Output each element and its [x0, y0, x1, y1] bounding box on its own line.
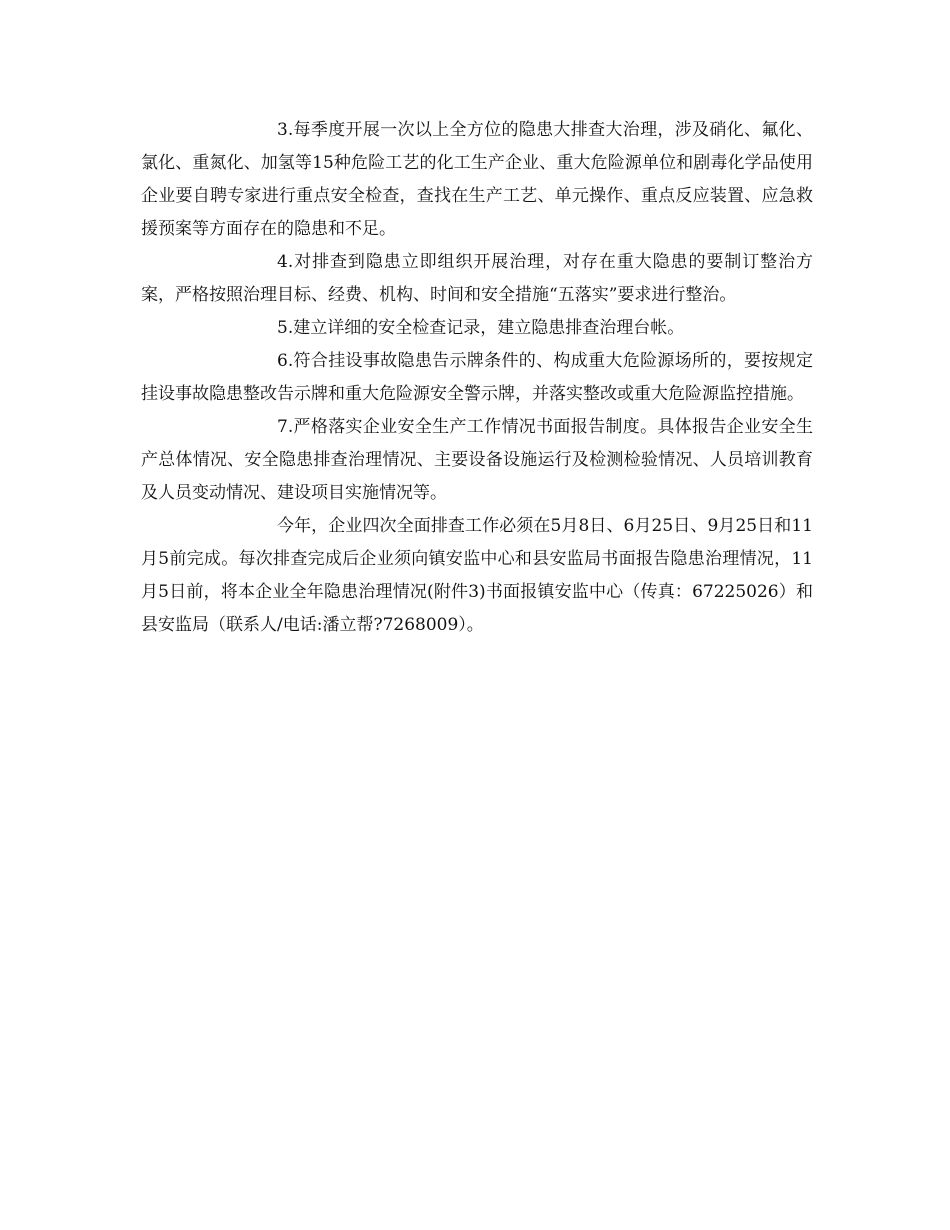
paragraph-item-3: 3.每季度开展一次以上全方位的隐患大排查大治理，涉及硝化、氟化、氯化、重氮化、加氢等15种危险工艺的化工生产企业、重大危险源单位和剧毒化学品使用企业要自聘专家进行重点安全检查，查找在生产工艺、单元操作、重点反应装置、应急救援预案等方面存在的隐患和不足。: [141, 120, 813, 239]
paragraph-item-7: 7.严格落实企业安全生产工作情况书面报告制度。具体报告企业安全生产总体情况、安全隐患排查治理情况、主要设备设施运行及检测检验情况、人员培训教育及人员变动情况、建设项目实施情况等。: [141, 417, 813, 503]
paragraph-item-6: 6.符合挂设事故隐患告示牌条件的、构成重大危险源场所的，要按规定挂设事故隐患整改告示牌和重大危险源安全警示牌，并落实整改或重大危险源监控措施。: [141, 351, 813, 404]
paragraph-schedule: 今年，企业四次全面排查工作必须在5月8日、6月25日、9月25日和11月5前完成。每次排查完成后企业须向镇安监中心和县安监局书面报告隐患治理情况，11月5日前，将本企业全年隐患治理情况(附件3)书面报镇安监中心（传真：67225026）和县安监局（联系人/电话:潘立帮?7268009）。: [141, 516, 813, 635]
document-body: [141, 114, 813, 642]
paragraph-item-5: 5.建立详细的安全检查记录，建立隐患排查治理台帐。: [277, 318, 685, 338]
paragraph-item-4: 4.对排查到隐患立即组织开展治理，对存在重大隐患的要制订整治方案，严格按照治理目标、经费、机构、时间和安全措施“五落实”要求进行整治。: [141, 252, 813, 305]
